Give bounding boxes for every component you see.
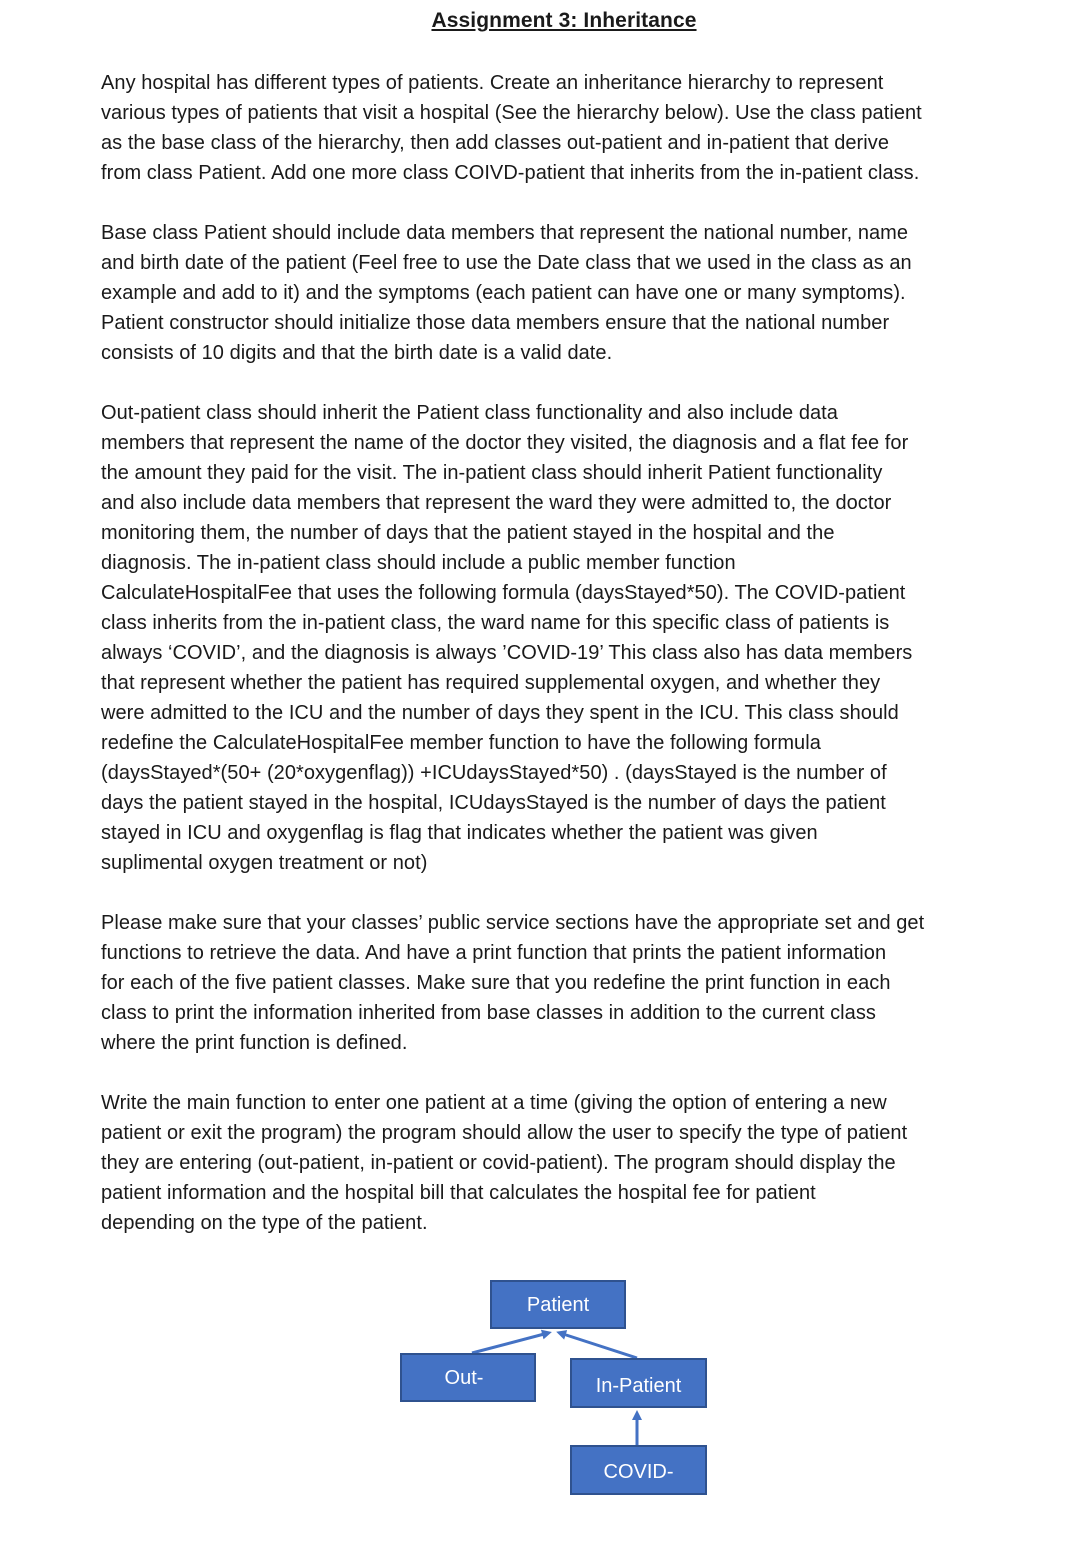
main-function-paragraph — [101, 1088, 1031, 1238]
text-line: suplimental oxygen treatment or not) — [101, 852, 428, 874]
text-line: the amount they paid for the visit. The in-patient class should inherit Patient functionality — [101, 462, 883, 484]
text-line: were admitted to the ICU and the number of days they spent in the ICU. This class should — [101, 702, 899, 724]
text-line: Base class Patient should include data members that represent the national number, name — [101, 222, 909, 244]
text-line: for each of the five patient classes. Make sure that you redefine the print function in each — [101, 972, 891, 994]
text-line: as the base class of the hierarchy, then add classes out-patient and in-patient that derive — [101, 132, 889, 154]
out-patient-class-box: Out- — [400, 1353, 536, 1402]
text-line: patient or exit the program) the program should allow the user to specify the type of patient — [101, 1122, 908, 1144]
in-patient-class-box: In-Patient — [570, 1358, 707, 1408]
text-line: always ‘COVID’, and the diagnosis is always ’COVID-19’ This class also has data members — [101, 642, 913, 664]
text-line: days the patient stayed in the hospital, ICUdaysStayed is the number of days the patient — [101, 792, 886, 814]
text-line: functions to retrieve the data. And have a print function that prints the patient information — [101, 942, 887, 964]
intro-paragraph — [101, 68, 1031, 188]
text-line: depending on the type of the patient. — [101, 1212, 428, 1234]
text-line: diagnosis. The in-patient class should include a public member function — [101, 552, 736, 574]
text-line: members that represent the name of the doctor they visited, the diagnosis and a flat fee for — [101, 432, 909, 454]
text-line: redefine the CalculateHospitalFee member function to have the following formula — [101, 732, 821, 754]
text-line: class to print the information inherited from base classes in addition to the current class — [101, 1002, 876, 1024]
text-line: various types of patients that visit a hospital (See the hierarchy below). Use the class patient — [101, 102, 922, 124]
derived-classes-paragraph — [101, 398, 1031, 878]
text-line: and birth date of the patient (Feel free to use the Date class that we used in the class as an — [101, 252, 912, 274]
text-line: consists of 10 digits and that the birth date is a valid date. — [101, 342, 613, 364]
text-line: stayed in ICU and oxygenflag is flag that indicates whether the patient was given — [101, 822, 818, 844]
text-line: Write the main function to enter one patient at a time (giving the option of entering a new — [101, 1092, 887, 1114]
text-line: monitoring them, the number of days that the patient stayed in the hospital and the — [101, 522, 835, 544]
covid-patient-class-box: COVID- — [570, 1445, 707, 1495]
assignment-title: Assignment 3: Inheritance — [431, 9, 697, 32]
text-line: where the print function is defined. — [101, 1032, 408, 1054]
text-line: they are entering (out-patient, in-patient or covid-patient). The program should display the — [101, 1152, 896, 1174]
text-line: that represent whether the patient has required supplemental oxygen, and whether they — [101, 672, 881, 694]
text-line: CalculateHospitalFee that uses the following formula (daysStayed*50). The COVID-patient — [101, 582, 906, 604]
patient-class-box: Patient — [490, 1280, 626, 1329]
text-line: Please make sure that your classes’ public service sections have the appropriate set and get — [101, 912, 925, 934]
text-line: (daysStayed*(50+ (20*oxygenflag)) +ICUdaysStayed*50) . (daysStayed is the number of — [101, 762, 887, 784]
set-get-print-paragraph — [101, 908, 1031, 1058]
in-to-patient-arrow — [560, 1333, 637, 1358]
text-line: and also include data members that represent the ward they were admitted to, the doctor — [101, 492, 892, 514]
text-line: from class Patient. Add one more class COIVD-patient that inherits from the in-patient class. — [101, 162, 920, 184]
base-class-paragraph — [101, 218, 1031, 368]
text-line: Patient constructor should initialize those data members ensure that the national number — [101, 312, 890, 334]
text-line: class inherits from the in-patient class, the ward name for this specific class of patients is — [101, 612, 890, 634]
out-to-patient-arrow — [472, 1333, 548, 1353]
text-line: Any hospital has different types of patients. Create an inheritance hierarchy to represent — [101, 72, 884, 94]
text-line: patient information and the hospital bill that calculates the hospital fee for patient — [101, 1182, 816, 1204]
text-line: Out-patient class should inherit the Patient class functionality and also include data — [101, 402, 838, 424]
text-line: example and add to it) and the symptoms (each patient can have one or many symptoms). — [101, 282, 906, 304]
